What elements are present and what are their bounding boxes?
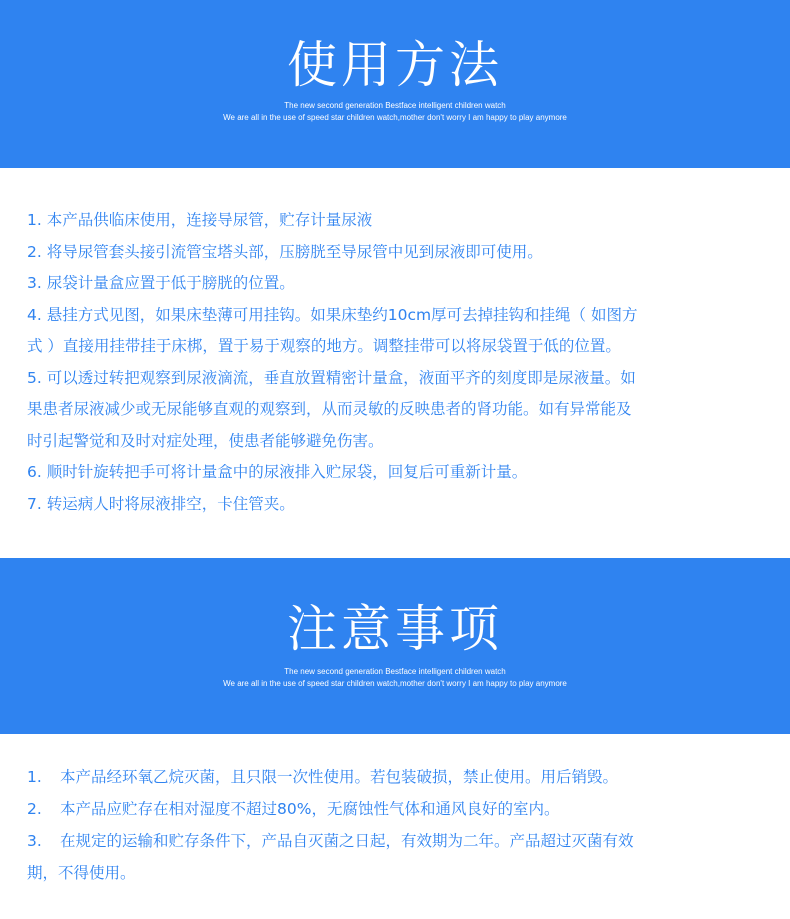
note-text: 本产品应贮存在相对湿度不超过80%，无腐蚀性气体和通风良好的室内。 (60, 800, 560, 818)
notes-subtitle-line1: The new second generation Bestface intelligent children watch (284, 667, 506, 676)
usage-line: 时引起警觉和及时对症处理，使患者能够避免伤害。 (27, 431, 384, 450)
usage-title: 使用方法 (287, 36, 503, 94)
usage-line: 7. 转运病人时将尿液排空，卡住管夹。 (27, 494, 295, 513)
note-number: 2. (27, 800, 42, 818)
note-text: 在规定的运输和贮存条件下，产品自灭菌之日起，有效期为二年。产品超过灭菌有效 (60, 832, 634, 850)
usage-line: 4. 悬挂方式见图，如果床垫薄可用挂钩。如果床垫约10cm厚可去掉挂钩和挂绳（ 如图方 (27, 305, 638, 324)
notes-subtitle-line2: We are all in the use of speed star children watch,mother don't worry I am happy to play anymore (223, 679, 567, 688)
usage-line: 6. 顺时针旋转把手可将计量盒中的尿液排入贮尿袋，回复后可重新计量。 (27, 463, 528, 481)
usage-line: 式 ）直接用挂带挂于床梆，置于易于观察的地方。调整挂带可以将尿袋置于低的位置。 (27, 337, 621, 355)
note-number: 1. (27, 768, 42, 786)
usage-subtitle-line1: The new second generation Bestface intelligent children watch (284, 101, 506, 110)
usage-line: 3. 尿袋计量盒应置于低于膀胱的位置。 (27, 274, 295, 292)
notes-title: 注意事项 (287, 600, 503, 658)
usage-line: 5. 可以透过转把观察到尿液滴流，垂直放置精密计量盒，液面平齐的刻度即是尿液量。如 (27, 368, 636, 387)
usage-banner (0, 0, 790, 168)
note-item (27, 761, 747, 793)
usage-line: 1. 本产品供临床使用，连接导尿管，贮存计量尿液 (27, 211, 373, 229)
note-item (27, 793, 747, 825)
note-item (27, 825, 747, 857)
note-continuation: 期，不得使用。 (27, 864, 136, 882)
note-number: 3. (27, 832, 42, 850)
note-text: 本产品经环氧乙烷灭菌，且只限一次性使用。若包装破损，禁止使用。用后销毁。 (60, 768, 619, 786)
usage-instructions (27, 205, 747, 520)
notes-list (27, 761, 747, 889)
notes-banner (0, 558, 790, 734)
usage-subtitle-line2: We are all in the use of speed star children watch,mother don't worry I am happy to play anymore (223, 113, 567, 122)
usage-line: 果患者尿液减少或无尿能够直观的观察到，从而灵敏的反映患者的肾功能。如有异常能及 (27, 400, 632, 418)
usage-line: 2. 将导尿管套头接引流管宝塔头部，压膀胱至导尿管中见到尿液即可使用。 (27, 242, 543, 261)
